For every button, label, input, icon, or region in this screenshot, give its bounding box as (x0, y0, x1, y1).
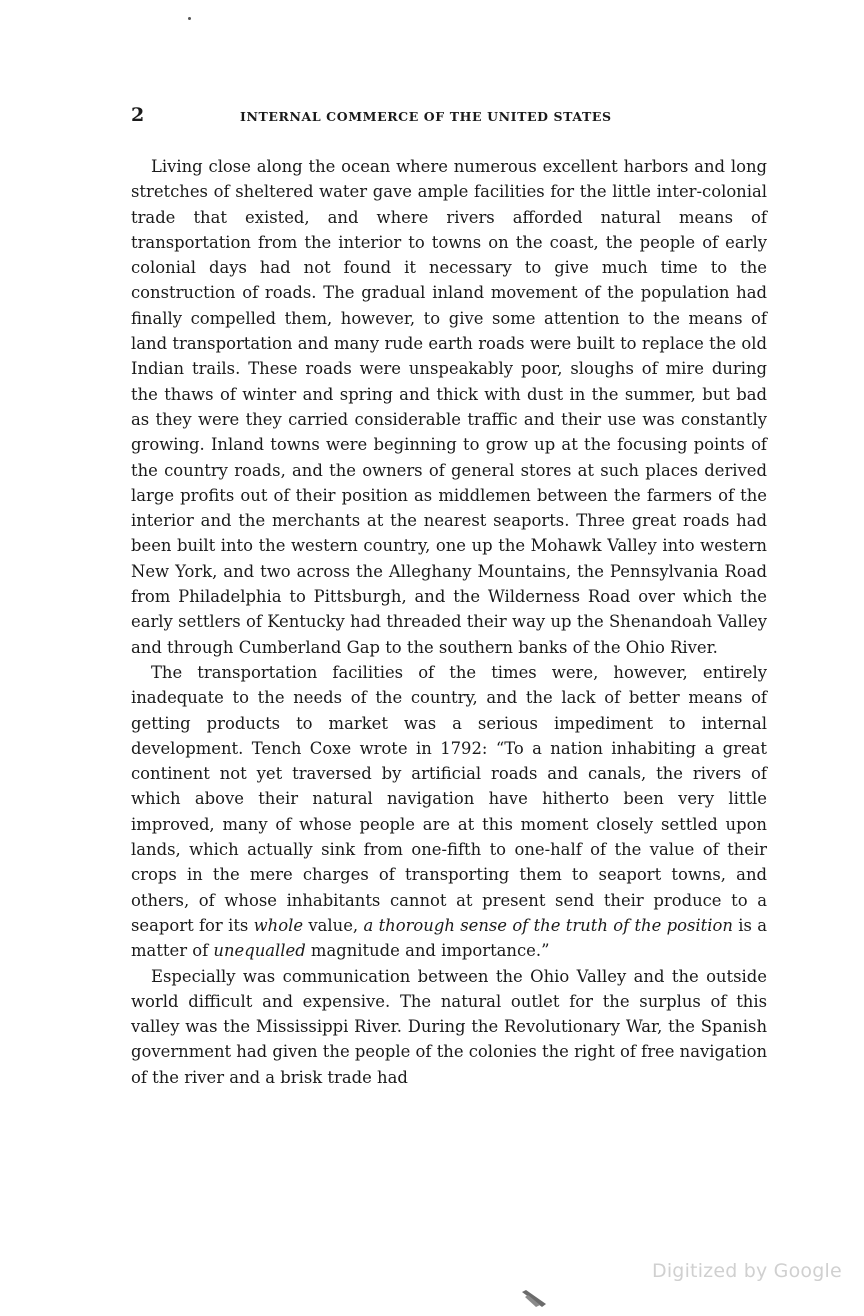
paragraph (131, 660, 767, 964)
text-run: value, (303, 915, 364, 935)
body-text (131, 154, 767, 1090)
text-run: magnitude and importance.” (305, 941, 550, 961)
running-title: INTERNAL COMMERCE OF THE UNITED STATES (240, 109, 612, 124)
scan-artifact-icon (520, 1288, 548, 1308)
digitized-watermark: Digitized by Google (652, 1260, 842, 1282)
italic-text: a thorough sense of the truth of the position (363, 915, 733, 935)
text-run: Living close along the ocean where numerous excellent harbors and long stretches of sheltered water gave ample facilities for the little inter-colonial trade that existed, and where rivers afforded natural means of transportation from the interior to towns on the coast, the people of early colonial days had not found it necessary to give much time to the construction of roads. The gradual inland movement of the population had finally compelled them, however, to give some attention to the means of land transportation and many rude earth roads were built to replace the old Indian trails. These roads were unspeakably poor, sloughs of mire during the thaws of winter and spring and thick with dust in the summer, but bad as they were they carried considerable traffic and their use was constantly growing. Inland towns were beginning to grow up at the focusing points of the country roads, and the owners of general stores at such places derived large profits out of their position as middlemen between the farmers of the interior and the merchants at the nearest seaports. Three great roads had been built into the western country, one up the Mohawk Valley into western New York, and two across the Alleghany Mountains, the Pennsylvania Road from Philadelphia to Pittsburgh, and the Wilderness Road over which the early settlers of Kentucky had threaded their way up the Shenandoah Valley and through Cumberland Gap to the southern banks of the Ohio River. (131, 157, 767, 657)
paragraph (131, 154, 767, 660)
text-run: Especially was communication between the Ohio Valley and the outside world difficult and expensive. The natural outlet for the surplus of this valley was the Mississippi River. During the Revolutionary War, the Spanish government had given the people of the colonies the right of free navigation of the river and a brisk trade had (131, 966, 768, 1087)
italic-text: whole (253, 915, 304, 935)
paragraph (131, 964, 767, 1090)
italic-text: unequalled (213, 941, 306, 961)
page-number: 2 (131, 104, 145, 126)
text-run: is a matter of (131, 915, 767, 961)
scan-speck (188, 17, 191, 20)
text-run: The transportation facilities of the times were, however, entirely inadequate to the needs of the country, and the lack of better means of getting products to market was a serious impediment to internal development. Tench Coxe wrote in 1792: “To a nation inhabiting a great continent not yet traversed by artificial roads and canals, the rivers of which above their natural navigation have hitherto been very little improved, many of whose people are at this moment closely settled upon lands, which actually sink from one-fifth to one-half of the value of their crops in the mere charges of transporting them to seaport towns, and others, of whose inhabitants cannot at present send their produce to a seaport for its (131, 662, 767, 935)
